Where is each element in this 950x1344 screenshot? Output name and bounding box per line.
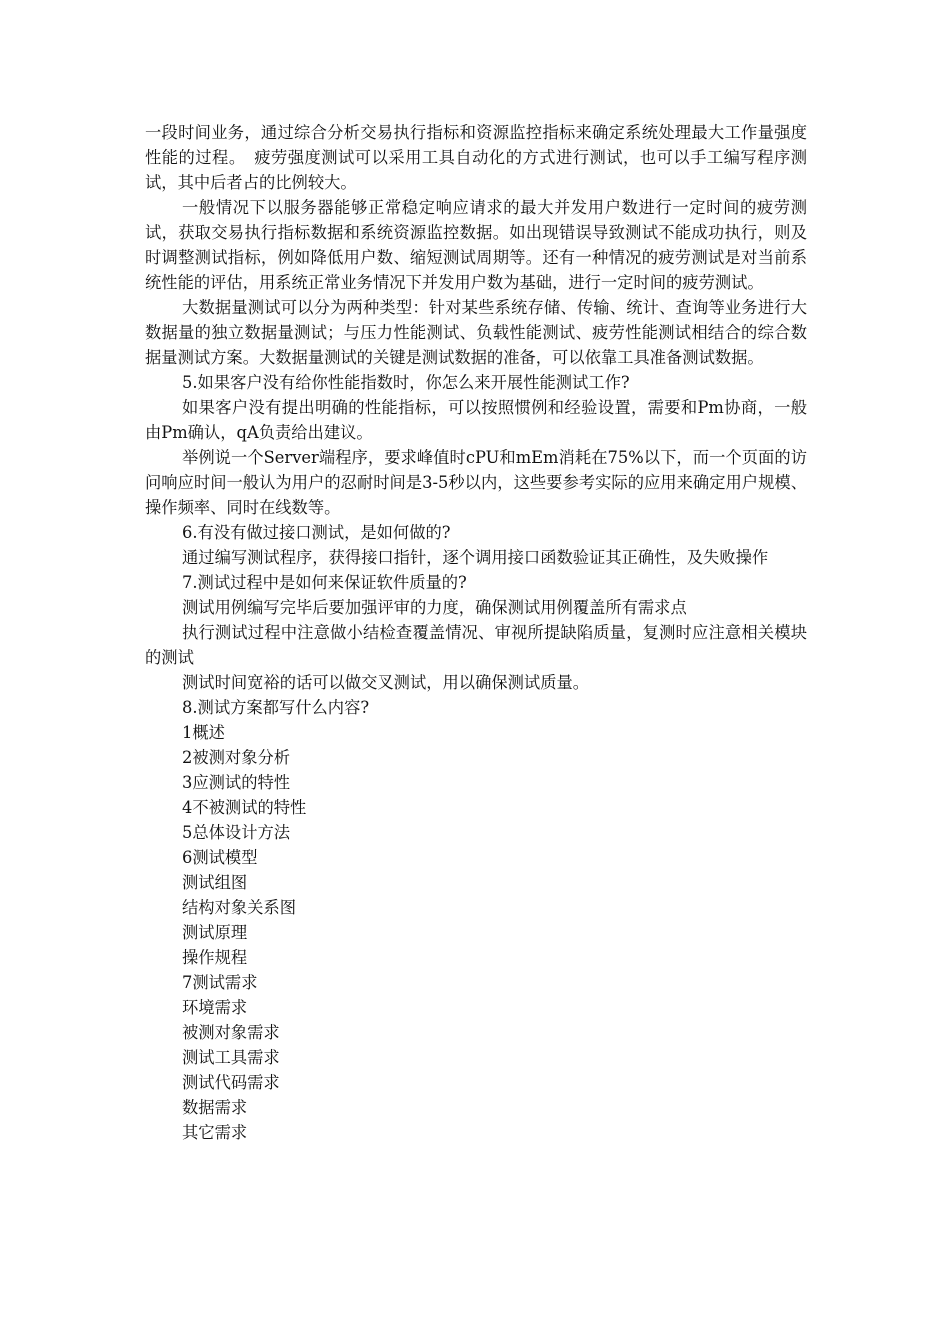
test-plan-outline [145,720,807,1145]
outline-item: 测试工具需求 [182,1048,280,1067]
outline-item: 3应测试的特性 [182,773,291,792]
answer-7-part-3: 测试时间宽裕的话可以做交叉测试，用以确保测试质量。 [182,673,590,692]
paragraph-big-data-test: 大数据量测试可以分为两种类型：针对某些系统存储、传输、统计、查询等业务进行大数据量的独立数据量测试；与压力性能测试、负载性能测试、疲劳性能测试相结合的综合数据量测试方案。大数据量测试的关键是测试数据的准备，可以依靠工具准备测试数据。 [145,298,807,367]
answer-7-part-2: 执行测试过程中注意做小结检查覆盖情况、审视所提缺陷质量，复测时应注意相关模块的测试 [145,623,807,667]
paragraph-continuation: 一段时间业务，通过综合分析交易执行指标和资源监控指标来确定系统处理最大工作量强度性能的过程。 疲劳强度测试可以采用工具自动化的方式进行测试，也可以手工编写程序测试，其中后者占的比例较大。 [145,123,807,192]
document-body [145,120,807,1145]
outline-item: 数据需求 [182,1098,248,1117]
outline-item: 6测试模型 [182,848,258,867]
outline-item: 测试代码需求 [182,1073,280,1092]
outline-item: 其它需求 [182,1123,248,1142]
outline-item: 7测试需求 [182,973,258,992]
answer-5-part-2: 举例说一个Server端程序，要求峰值时cPU和mEm消耗在75%以下，而一个页面的访问响应时间一般认为用户的忍耐时间是3-5秒以内，这些要参考实际的应用来确定用户规模、操作频率、同时在线数等。 [145,448,807,517]
outline-item: 结构对象关系图 [182,898,296,917]
outline-item: 操作规程 [182,948,248,967]
outline-item: 环境需求 [182,998,248,1017]
outline-item: 5总体设计方法 [182,823,291,842]
outline-item: 测试组图 [182,873,248,892]
question-6: 6.有没有做过接口测试，是如何做的? [182,523,451,542]
question-5: 5.如果客户没有给你性能指数时，你怎么来开展性能测试工作? [182,373,630,392]
paragraph-fatigue-test: 一般情况下以服务器能够正常稳定响应请求的最大并发用户数进行一定时间的疲劳测试，获取交易执行指标数据和系统资源监控数据。如出现错误导致测试不能成功执行，则及时调整测试指标，例如降低用户数、缩短测试周期等。还有一种情况的疲劳测试是对当前系统性能的评估，用系统正常业务情况下并发用户数为基础，进行一定时间的疲劳测试。 [145,198,807,292]
question-7: 7.测试过程中是如何来保证软件质量的? [182,573,467,592]
outline-item: 被测对象需求 [182,1023,280,1042]
outline-item: 4不被测试的特性 [182,798,307,817]
outline-item: 1概述 [182,723,225,742]
answer-5-part-1: 如果客户没有提出明确的性能指标，可以按照惯例和经验设置，需要和Pm协商，一般由Pm确认，qA负责给出建议。 [145,398,807,442]
answer-6: 通过编写测试程序，获得接口指针，逐个调用接口函数验证其正确性，及失败操作 [182,548,769,567]
outline-item: 测试原理 [182,923,248,942]
answer-7-part-1: 测试用例编写完毕后要加强评审的力度，确保测试用例覆盖所有需求点 [182,598,687,617]
outline-item: 2被测对象分析 [182,748,291,767]
question-8: 8.测试方案都写什么内容? [182,698,370,717]
